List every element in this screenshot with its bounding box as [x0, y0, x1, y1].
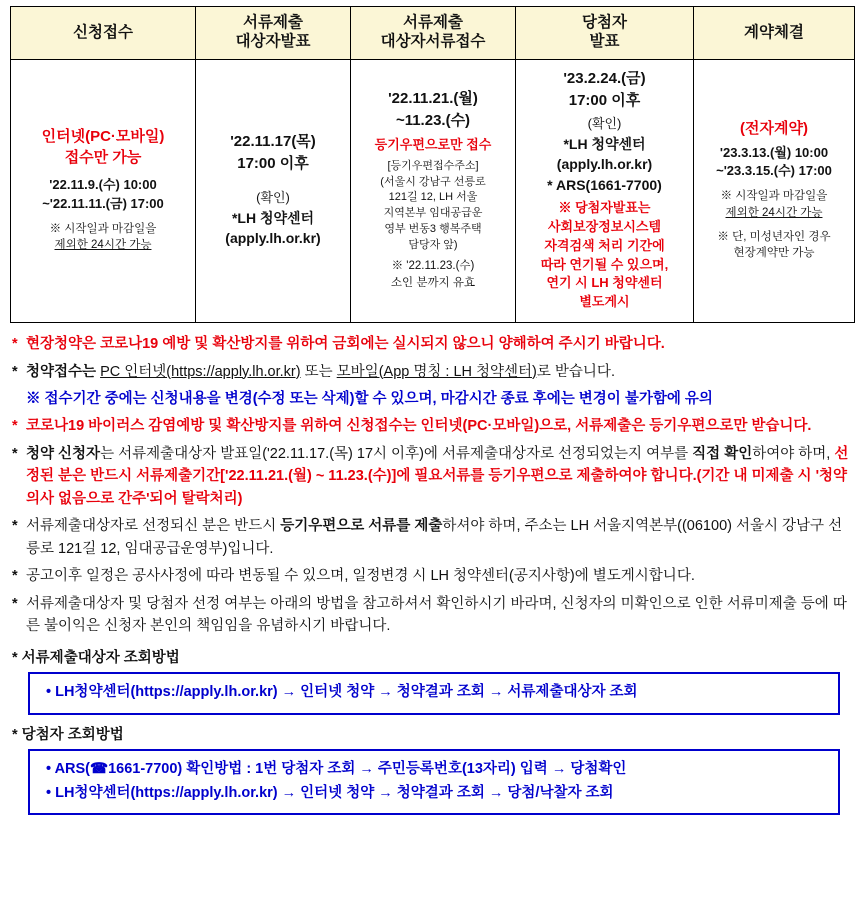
- note-item: [12, 333, 852, 355]
- header-doc-submit-line2: 대상자서류접수: [380, 33, 486, 51]
- doc-announce-center: *LH 청약센터: [231, 209, 315, 226]
- note-seg-emphasis: 선정된 분은 반드시 서류제출기간['22.11.21.(월) ~ 11.23.(수)]에 필요서류를 등기우편으로 제출하여야 합니다.(기간 내 미제출 시 '청약의사 없음으로 간주'되어 탈락처리): [26, 445, 849, 507]
- header-doc-target-announce-line2: 대상자발표: [235, 33, 311, 51]
- bullet-star: *: [12, 595, 18, 612]
- note-seg: 청약 신청자: [26, 445, 101, 462]
- header-winner-announce: [516, 7, 694, 60]
- header-winner-announce-line1: 당첨자: [582, 14, 627, 31]
- application-title2: 접수만 가능: [64, 149, 142, 167]
- bullet-star: *: [12, 568, 18, 585]
- cell-application: [11, 59, 196, 322]
- note-seg: 하셔야 하며, 주소는 LH 서울지역본부((06100) 서울시 강남구 선릉로 121길 12, 임대공급운영부)입니다.: [26, 518, 843, 557]
- bullet-star: *: [12, 518, 18, 535]
- winner-warn-1: ※ 당첨자발표는: [558, 199, 651, 215]
- application-date-start: '22.11.9.(수) 10:00: [49, 177, 157, 193]
- schedule-table: [10, 6, 855, 323]
- bullet-star: *: [12, 336, 18, 353]
- application-note-2: 제외한 24시간 가능: [54, 239, 152, 252]
- note-link-pc[interactable]: PC 인터넷(https://apply.lh.or.kr): [100, 363, 301, 380]
- bullet-star: [12, 388, 26, 410]
- note-text: [26, 515, 852, 560]
- doc-submit-note-2: 소인 분까지 유효: [390, 276, 476, 289]
- note-item: [12, 361, 852, 383]
- winner-warn-2: 사회보장정보시스템: [547, 218, 662, 234]
- cell-doc-submit: [351, 59, 516, 322]
- doc-submit-address-title: [등기우편접수주소]: [387, 159, 479, 172]
- application-title: 인터넷(PC·모바일): [41, 127, 165, 145]
- howto-winner-title: [12, 723, 850, 744]
- note-seg: 서류제출대상자로 선정되신 분은 반드시: [26, 518, 281, 535]
- note-item: [12, 565, 852, 587]
- contract-note-3: ※ 단, 미성년자인 경우: [717, 230, 831, 243]
- note-seg: 청약접수는: [26, 363, 101, 380]
- table-body-row: [11, 59, 855, 322]
- application-date-end: ~'22.11.11.(금) 17:00: [42, 195, 164, 211]
- winner-warn-6: 별도게시: [579, 294, 630, 310]
- doc-submit-address-5: 담당자 앞): [408, 239, 458, 252]
- doc-submit-address-2: 121길 12, LH 서울: [388, 191, 478, 204]
- bullet-star: *: [12, 363, 18, 380]
- winner-ars: * ARS(1661-7700): [547, 176, 662, 193]
- note-item: [12, 415, 852, 437]
- winner-warn-5: 연기 시 LH 청약센터: [546, 275, 663, 291]
- note-item: [12, 388, 852, 410]
- contract-date-end: ~'23.3.15.(수) 17:00: [716, 163, 832, 179]
- howto-doc-row[interactable]: • LH청약센터(https://apply.lh.or.kr) → 인터넷 청약 → 청약결과 조회 → 서류제출대상자 조회: [46, 683, 638, 700]
- winner-date: '23.2.24.(금): [563, 69, 646, 87]
- winner-center: *LH 청약센터: [563, 136, 646, 153]
- note-link-mobile[interactable]: 모바일(App 명칭 : LH 청약센터): [336, 363, 537, 380]
- doc-announce-url: (apply.lh.or.kr): [225, 230, 321, 247]
- howto-doc-box: [28, 672, 840, 715]
- contract-note-1: ※ 시작일과 마감일을: [720, 190, 828, 203]
- note-text: [26, 443, 852, 510]
- note-text: 현장청약은 코로나19 예방 및 확산방지를 위하여 금회에는 실시되지 않으니 양해하여 주시기 바랍니다.: [26, 336, 665, 353]
- note-item: [12, 593, 852, 638]
- howto-winner-row-ars[interactable]: • ARS(☎1661-7700) 확인방법 : 1번 당첨자 조회 → 주민등록번호(13자리) 입력 → 당첨확인: [46, 760, 627, 777]
- header-doc-target-announce-line1: 서류제출: [243, 14, 303, 31]
- application-note-1: ※ 시작일과 마감일을: [49, 222, 157, 235]
- doc-submit-note-1: ※ '22.11.23.(수): [391, 260, 475, 273]
- note-text: [26, 361, 852, 383]
- note-seg: 직접 확인: [692, 445, 753, 462]
- table-header-row: [11, 7, 855, 60]
- doc-announce-check-label: (확인): [256, 189, 290, 205]
- note-text: 코로나19 바이러스 감염예방 및 확산방지를 위하여 신청접수는 인터넷(PC·모바일)으로, 서류제출은 등기우편으로만 받습니다.: [26, 418, 812, 435]
- note-seg: 또는: [300, 363, 337, 380]
- notes-list: [12, 333, 852, 638]
- note-seg: 등기우편으로 서류를 제출: [280, 518, 443, 535]
- bullet-star: *: [12, 445, 18, 462]
- winner-warn-4: 따라 연기될 수 있으며,: [540, 256, 669, 272]
- doc-submit-method: 등기우편으로만 접수: [374, 136, 492, 152]
- note-text: 서류제출대상자 및 당첨자 선정 여부는 아래의 방법을 참고하셔서 확인하시기 바라며, 신청자의 미확인으로 인한 서류미제출 등에 따른 불이익은 신청자 본인의 책임임을 유념하시기 바랍니다.: [26, 595, 847, 635]
- doc-submit-address-4: 영부 번동3 행복주택: [384, 223, 482, 236]
- doc-submit-address-1: (서울시 강남구 선릉로: [380, 175, 486, 188]
- header-contract-line1: 계약체결: [744, 23, 804, 41]
- header-doc-submit-line1: 서류제출: [403, 14, 463, 31]
- cell-contract: [694, 59, 855, 322]
- howto-doc-title: [12, 646, 850, 667]
- winner-time: 17:00 이후: [568, 91, 641, 109]
- winner-check-label: (확인): [587, 116, 622, 132]
- contract-note-4: 현장계약만 가능: [733, 247, 815, 260]
- doc-announce-time: 17:00 이후: [237, 155, 309, 173]
- note-seg: 로 받습니다.: [536, 363, 615, 380]
- header-winner-announce-line2: 발표: [589, 33, 620, 51]
- doc-submit-date-start: '22.11.21.(월): [388, 90, 478, 108]
- contract-note-2: 제외한 24시간 가능: [725, 206, 823, 219]
- note-text: 공고이후 일정은 공사사정에 따라 변동될 수 있으며, 일정변경 시 LH 청약센터(공지사항)에 별도게시합니다.: [26, 568, 695, 585]
- doc-submit-address-3: 지역본부 임대공급운: [383, 207, 483, 220]
- bullet-star: *: [12, 726, 22, 743]
- contract-date-start: '23.3.13.(월) 10:00: [719, 144, 829, 160]
- header-doc-target-announce: [196, 7, 351, 60]
- cell-winner-announce: [516, 59, 694, 322]
- note-item: [12, 443, 852, 510]
- winner-warn-3: 자격검색 처리 기간에: [544, 237, 665, 253]
- cell-doc-target-announce: [196, 59, 351, 322]
- contract-title: (전자계약): [740, 119, 808, 137]
- howto-winner-box: [28, 749, 840, 816]
- note-seg: 는 서류제출대상자 발표일('22.11.17.(목) 17시 이후)에 서류제출대상자로 선정되었는지 여부를: [100, 445, 693, 462]
- howto-winner-title-text: 당첨자 조회방법: [21, 726, 124, 743]
- header-application-line1: 신청접수: [73, 23, 133, 41]
- howto-winner-row-site[interactable]: • LH청약센터(https://apply.lh.or.kr) → 인터넷 청약 → 청약결과 조회 → 당첨/낙찰자 조회: [46, 784, 614, 801]
- howto-doc-title-text: 서류제출대상자 조회방법: [21, 649, 180, 666]
- doc-announce-date: '22.11.17(목): [230, 133, 316, 151]
- note-seg: 하여야 하며,: [752, 445, 835, 462]
- winner-url: (apply.lh.or.kr): [556, 156, 653, 173]
- bullet-star: *: [12, 418, 18, 435]
- header-application: [11, 7, 196, 60]
- header-contract: [694, 7, 855, 60]
- note-text: ※ 접수기간 중에는 신청내용을 변경(수정 또는 삭제)할 수 있으며, 마감시간 종료 후에는 변경이 불가함에 유의: [26, 390, 713, 407]
- note-item: [12, 515, 852, 560]
- header-doc-submit: [351, 7, 516, 60]
- bullet-star: *: [12, 649, 22, 666]
- doc-submit-date-end: ~11.23.(수): [395, 111, 471, 129]
